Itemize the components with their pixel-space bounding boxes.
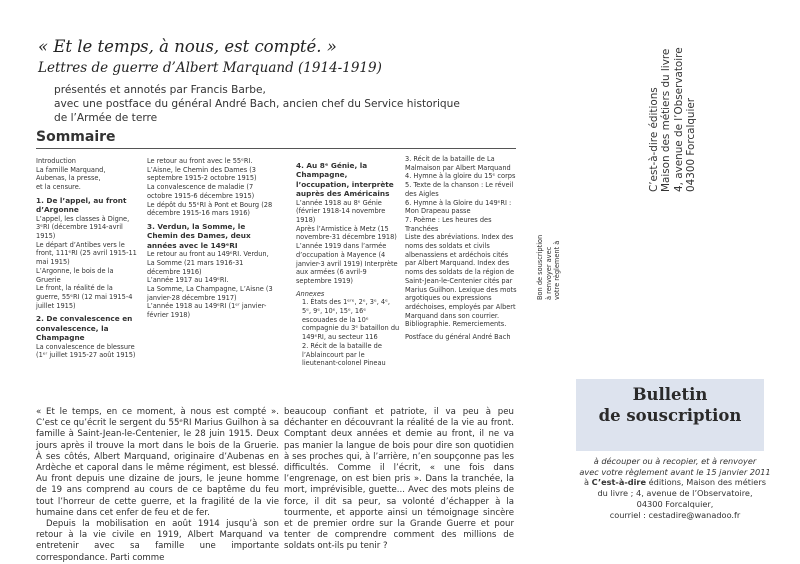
to-prefix: à bbox=[584, 477, 592, 488]
credits-line: présentés et annotés par Francis Barbe, bbox=[54, 84, 266, 96]
sommaire-entry: Le dépôt du 55ᵉRI à Pont et Bourg (28 décembre 1915-16 mars 1916) bbox=[147, 200, 273, 218]
sommaire-entry: L’année 1918 au 149ᵉRI (1ᵉʳ janvier-février 1918) bbox=[147, 302, 267, 320]
coupon-label bbox=[536, 150, 564, 300]
sommaire-entry: La convalescence de maladie (7 octobre 1915-6 décembre 1915) bbox=[147, 183, 255, 200]
sommaire-entry: et la censure. bbox=[36, 183, 81, 192]
body-paragraph: « Et le temps, en ce moment, à nous est compté ». C’est ce qu’écrit le sergent du 55ᵉRI Marius Guilhon à sa famille à Saint-Jean-le-Centenier, le 28 juin 1915. Deux jours après il trouve la mort dans le bois de la Gruerie. À ses côtés, Albert Marquand, originaire d’Aubenas en Ardèche et caporal dans le même régiment, est blessé. Au front depuis une dizaine de jours, le jeune homme de 19 ans comprend au cours de ce baptême du feu tout l’horreur de cette guerre, et la fragilité de la vie humaine dans cet enfer de feu et de fer. bbox=[36, 407, 280, 518]
sommaire-entry: Postface du général André Bach bbox=[405, 333, 511, 342]
sommaire-section-heading: 3. Verdun, la Somme, le Chemin des Dames, deux années avec le 149ᵉRI bbox=[147, 221, 251, 250]
sommaire-heading: Sommaire bbox=[36, 129, 116, 145]
sommaire-entry: 1. États des 1ᵉʳᵉ, 2ᵉ, 3ᵉ, 4ᵉ, 5ᵉ, 9ᵉ, 10ᵉ, 15ᵉ, 16ᵉ escouades de la 10ᵉ compagnie du 3ᵉ bataillon du 149ᵉRI, au secteur 116 bbox=[302, 298, 400, 342]
sommaire-entry: 5. Texte de la chanson : Le réveil des Aigles bbox=[405, 181, 514, 198]
sommaire-entry: 2. Récit de la bataille de l’Ablaincourt par le lieutenant-colonel Pineau bbox=[302, 341, 386, 368]
sommaire-entry: Annexes bbox=[296, 289, 325, 298]
sommaire-section-heading: 1. De l’appel, au front d’Argonne bbox=[36, 195, 127, 215]
coupon-line: à renvoyer avec bbox=[544, 246, 553, 300]
address-line: 4, avenue de l’Observatoire bbox=[672, 47, 685, 192]
sommaire-section-heading: 2. De convalescence en convalescence, la Champagne bbox=[36, 314, 133, 343]
sommaire-entry: La convalescence de blessure (1ᵉʳ juillet 1915-27 août 1915) bbox=[36, 342, 136, 360]
body-column-1 bbox=[36, 407, 279, 564]
sommaire-entry: Le front, la réalité de la guerre, 55ᵉRI (12 mai 1915-4 juillet 1915) bbox=[36, 284, 133, 310]
sommaire-column-1 bbox=[36, 157, 138, 360]
sommaire-entry: Le départ d’Antibes vers le front, 111ᵉRI (25 avril 1915-11 mai 1915) bbox=[36, 240, 137, 267]
coupon-line: votre règlement à bbox=[553, 240, 562, 300]
sommaire-entry: 3. Récit de la bataille de La Malmaison par Albert Marquand bbox=[405, 155, 511, 172]
sommaire-entry: 6. Hymne à la Gloire du 149ᵉRI : Mon Drapeau passe bbox=[405, 198, 512, 216]
bulletin-title: Bulletin bbox=[632, 385, 708, 404]
sommaire-entry: Aubenas, la presse, bbox=[36, 174, 101, 183]
credits-line: de l’Armée de terre bbox=[54, 112, 158, 124]
sommaire-entry: Introduction bbox=[36, 157, 76, 165]
body-paragraph: Depuis la mobilisation en août 1914 jusqu’à son retour à la vie civile en 1919, Albert Marquand va entretenir avec sa famille une importante correspondance. Parti comme bbox=[36, 519, 279, 563]
sommaire-entry: L’année 1917 au 149ᵉRI. bbox=[147, 276, 229, 285]
sommaire-entry: L’Argonne, le bois de la Gruerie bbox=[36, 266, 114, 284]
sommaire-entry: Le retour au front au 149ᵉRI. Verdun, La Somme (21 mars 1916-31 décembre 1916) bbox=[147, 250, 269, 276]
sommaire-column-2 bbox=[147, 157, 273, 320]
sommaire-column-4 bbox=[405, 155, 520, 342]
sommaire-entry: 4. Hymne à la gloire du 15ᵉ corps bbox=[405, 172, 516, 181]
book-title: « Et le temps, à nous, est compté. » bbox=[38, 37, 337, 56]
sommaire-entry: 7. Poème : Les heures des Tranchées bbox=[405, 215, 492, 233]
address-line: C’est-à-dire éditions bbox=[648, 87, 660, 192]
sommaire-entry: La famille Marquand, bbox=[36, 165, 106, 174]
publisher-line bbox=[575, 477, 775, 488]
address-line: du livre ; 4, avenue de l’Observatoire, bbox=[597, 488, 753, 499]
sommaire-rule bbox=[36, 148, 516, 149]
to-suffix: éditions, Maison des métiers bbox=[646, 477, 766, 488]
sommaire-entry: L’année 1918 au 8ᵉ Génie (février 1918-14 novembre 1918) bbox=[296, 198, 386, 225]
sommaire-entry: L’appel, les classes à Digne, 3ᵉRI (décembre 1914-avril 1915) bbox=[36, 214, 130, 241]
email-link[interactable]: courriel : cestadire@wanadoo.fr bbox=[609, 509, 741, 520]
sommaire-entry: Après l’Armistice à Metz (15 novembre-31 décembre 1918) bbox=[296, 224, 397, 242]
publisher-name: C’est-à-dire bbox=[591, 477, 646, 488]
body-paragraph: beaucoup confiant et patriote, il va peu à peu déchanter en découvrant la réalité de la vie au front. Comptant deux années et demie au front, il ne va pas manier la langue de bois pour dire son quotidien à ses proches qui, à l’arrière, n’en soupçonne pas les difficultés. Comme il l’écrit, « une fois dans l’engrenage, on est bien pris ». Dans la tranchée, la mort, imprévisible, guette... Avec des mots pleins de force, il dit sa peur, sa volonté d’échapper à la tourmente, et apporte ainsi un témoignage sincère et de premier ordre sur la Grande Guerre et pour tenter de comprendre comment des millions de soldats ont-ils pu tenir ? bbox=[284, 407, 514, 552]
city-line: 04300 Forcalquier, bbox=[636, 498, 714, 509]
credits bbox=[54, 83, 460, 125]
bulletin-title-2: de souscription bbox=[598, 406, 742, 425]
bulletin-instructions bbox=[575, 456, 775, 520]
address-line: Maison des métiers du livre bbox=[660, 48, 673, 192]
address-line: 04300 Forcalquier bbox=[684, 97, 697, 192]
sommaire-column-3 bbox=[296, 157, 401, 368]
book-subtitle: Lettres de guerre d’Albert Marquand (1914-1919) bbox=[38, 60, 382, 76]
body-column-2 bbox=[284, 407, 514, 553]
instruction-line: à découper ou à recopier, et à renvoyer bbox=[593, 456, 757, 466]
sommaire-entry: La Somme, La Champagne, L’Aisne (3 janvier-28 décembre 1917) bbox=[147, 284, 273, 302]
sommaire-entry: L’année 1919 dans l’armée d’occupation à Mayence (4 janvier-3 avril 1919) Interprète aux armées (6 avril-9 septembre 1919) bbox=[296, 242, 398, 285]
coupon-line: Bon de souscription bbox=[536, 234, 544, 300]
sommaire-entry: Liste des abréviations. Index des noms des soldats et civils albenassiens et ardéchois cités par Albert Marquand. Index des noms des soldats de la région de Saint-Jean-le-Centenier cités par Marius Guilhon. Lexique des mots argotiques ou expressions ardéchoises, employés par Albert Marquand dans son courrier. Bibliographie. Remerciements. bbox=[405, 233, 517, 329]
sommaire-section-heading: 4. Au 8ᵉ Génie, la Champagne, l’occupation, interprète auprès des Américains bbox=[296, 161, 394, 199]
publisher-address-block bbox=[648, 22, 716, 192]
instruction-line: avec votre règlement avant le 15 janvier 2011 bbox=[579, 466, 771, 477]
sommaire-entry: Le retour au front avec le 55ᵉRI. L’Aisne, le Chemin des Dames (3 septembre 1915-2 octobre 1915) bbox=[147, 157, 257, 183]
credits-line: avec une postface du général André Bach, ancien chef du Service historique bbox=[54, 98, 460, 110]
